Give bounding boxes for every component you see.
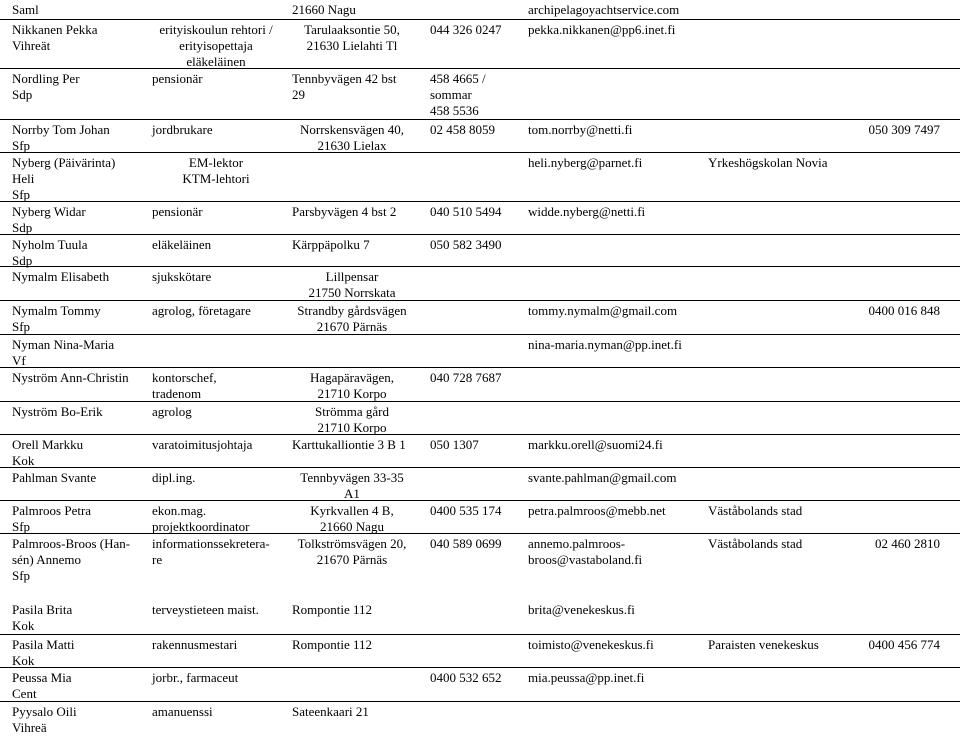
cell-text-line: 040 589 0699 [430, 536, 502, 551]
cell-text-line: archipelagoyachtservice.com [528, 2, 680, 17]
cell-text-line: 02 460 2810 [875, 536, 940, 551]
cell-text-line: pekka.nikkanen@pp6.inet.fi [528, 22, 676, 37]
cell-text-line: 29 [292, 87, 305, 102]
cell-text-line: Sdp [12, 87, 33, 102]
occupation-cell [152, 670, 238, 686]
cell-text-line: ekon.mag. [152, 503, 207, 518]
cell-text-line: 458 5536 [430, 103, 479, 118]
cell-text-line: Saml [12, 2, 39, 17]
cell-text-line: Strandby gårdsvägen [297, 303, 407, 318]
cell-text-line: Sfp [12, 319, 31, 334]
table-row [0, 367, 960, 401]
email-cell [528, 204, 645, 220]
table-row [0, 119, 960, 152]
table-row [0, 334, 960, 367]
cell-text-line: sjukskötare [152, 269, 212, 284]
email-cell [528, 602, 635, 618]
cell-text-line: Sdp [12, 220, 33, 235]
mobile-cell [832, 637, 940, 653]
name-party-cell [12, 470, 96, 486]
table-row [0, 266, 960, 300]
cell-text-line: tradenom [152, 386, 202, 401]
name-party-cell [12, 370, 129, 386]
cell-text-line: 050 309 7497 [868, 122, 940, 137]
email-cell [528, 637, 654, 653]
cell-text-line: pensionär [152, 204, 203, 219]
occupation-cell [152, 536, 270, 568]
email-cell [528, 670, 644, 686]
email-cell [528, 470, 676, 486]
cell-text-line: Palmroos Petra [12, 503, 92, 518]
cell-text-line: Sfp [12, 519, 31, 534]
phone-cell [430, 437, 479, 453]
cell-text-line: Norrby Tom Johan [12, 122, 110, 137]
cell-text-line: Sdp [12, 253, 33, 268]
cell-text-line: kontorschef, [152, 370, 217, 385]
cell-text-line: Nikkanen Pekka [12, 22, 98, 37]
cell-text-line: Rompontie 112 [292, 602, 373, 617]
cell-text-line: Vihreä [12, 720, 47, 735]
cell-text-line: Pasila Matti [12, 637, 75, 652]
email-cell [528, 503, 666, 519]
cell-text-line: Väståbolands stad [708, 503, 803, 518]
cell-text-line: 0400 016 848 [868, 303, 940, 318]
cell-text-line: Kok [12, 653, 35, 668]
occupation-cell [152, 71, 203, 87]
address-cell [292, 2, 356, 18]
cell-text-line: Yrkeshögskolan Novia [708, 155, 828, 170]
organization-cell [708, 503, 802, 519]
cell-text-line: varatoimitusjohtaja [152, 437, 253, 452]
cell-text-line: Nyman Nina-Maria [12, 337, 115, 352]
name-party-cell [12, 22, 98, 54]
address-cell [292, 704, 369, 720]
table-row [0, 500, 960, 533]
table-row [0, 300, 960, 334]
email-cell [528, 155, 642, 171]
cell-text-line: svante.pahlman@gmail.com [528, 470, 677, 485]
cell-text-line: sommar [430, 87, 472, 102]
cell-text-line: Karttukalliontie 3 B 1 [292, 437, 406, 452]
mobile-cell [832, 303, 940, 319]
occupation-cell [150, 22, 282, 70]
address-cell [292, 71, 397, 103]
occupation-cell [152, 204, 203, 220]
table-row [0, 152, 960, 201]
cell-text-line: 044 326 0247 [430, 22, 502, 37]
cell-text-line: terveystieteen maist. [152, 602, 259, 617]
name-party-cell [12, 155, 115, 203]
cell-text-line: heli.nyberg@parnet.fi [528, 155, 643, 170]
phone-cell [430, 503, 502, 519]
cell-text-line: Pasila Brita [12, 602, 73, 617]
cell-text-line: 21660 Nagu [320, 519, 384, 534]
table-row [0, 68, 960, 120]
cell-text-line: 02 458 8059 [430, 122, 495, 137]
address-cell [290, 269, 414, 301]
phone-cell [430, 237, 502, 253]
cell-text-line: Nyström Bo-Erik [12, 404, 103, 419]
address-cell [290, 303, 414, 335]
cell-text-line: 0400 456 774 [868, 637, 940, 652]
cell-text-line: toimisto@venekeskus.fi [528, 637, 654, 652]
occupation-cell [152, 602, 259, 618]
email-cell [528, 303, 677, 319]
name-party-cell [12, 303, 101, 335]
cell-text-line: KTM-lehtori [182, 171, 250, 186]
organization-cell [708, 155, 828, 171]
name-party-cell [12, 503, 91, 535]
phone-cell [430, 536, 502, 552]
cell-text-line: Sfp [12, 187, 31, 202]
name-party-cell [12, 437, 83, 469]
cell-text-line: Palmroos-Broos (Han- [12, 536, 131, 551]
cell-text-line: agrolog, företagare [152, 303, 251, 318]
address-cell [290, 404, 414, 436]
cell-text-line: nina-maria.nyman@pp.inet.fi [528, 337, 682, 352]
cell-text-line: jordbrukare [152, 122, 213, 137]
table-row [0, 667, 960, 701]
name-party-cell [12, 637, 74, 669]
cell-text-line: dipl.ing. [152, 470, 196, 485]
cell-text-line: Parsbyvägen 4 bst 2 [292, 204, 397, 219]
cell-text-line: pensionär [152, 71, 203, 86]
name-party-cell [12, 122, 110, 154]
cell-text-line: Nyberg (Päivärinta) [12, 155, 116, 170]
cell-text-line: Peussa Mia [12, 670, 72, 685]
email-cell [528, 437, 663, 453]
cell-text-line: Nyholm Tuula [12, 237, 88, 252]
cell-text-line: eläkeläinen [152, 237, 212, 252]
occupation-cell [152, 122, 213, 138]
cell-text-line: 0400 532 652 [430, 670, 502, 685]
cell-text-line: erityisopettaja [179, 38, 253, 53]
cell-text-line: 21630 Lielahti Tl [306, 38, 398, 53]
cell-text-line: annemo.palmroos- [528, 536, 626, 551]
phone-cell [430, 71, 486, 119]
name-party-cell [12, 204, 86, 236]
table-row [0, 467, 960, 500]
address-cell [290, 536, 414, 568]
table-row [0, 434, 960, 467]
cell-text-line: brita@venekeskus.fi [528, 602, 635, 617]
cell-text-line: Nyberg Widar [12, 204, 86, 219]
table-row [0, 600, 960, 633]
address-cell [290, 122, 414, 154]
name-party-cell [12, 269, 109, 285]
phone-cell [430, 204, 502, 220]
cell-text-line: erityiskoulun rehtori / [159, 22, 273, 37]
table-row [0, 634, 960, 667]
cell-text-line: Nymalm Tommy [12, 303, 101, 318]
table-row [0, 701, 960, 737]
cell-text-line: Orell Markku [12, 437, 84, 452]
name-party-cell [12, 237, 88, 269]
cell-text-line: Hagapäravägen, [309, 370, 395, 385]
occupation-cell [152, 470, 195, 486]
phone-cell [430, 370, 502, 386]
cell-text-line: jorbr., farmaceut [152, 670, 239, 685]
occupation-cell [150, 155, 282, 187]
cell-text-line: EM-lektor [188, 155, 244, 170]
cell-text-line: 0400 535 174 [430, 503, 502, 518]
address-cell [292, 204, 396, 220]
name-party-cell [12, 602, 72, 634]
cell-text-line: Lillpensar [325, 269, 379, 284]
cell-text-line: Kärppäpolku 7 [292, 237, 370, 252]
address-cell [290, 370, 414, 402]
organization-cell [708, 637, 819, 653]
occupation-cell [152, 269, 211, 285]
name-party-cell [12, 71, 80, 103]
table-row [0, 401, 960, 433]
organization-cell [708, 536, 802, 552]
cell-text-line: Sfp [12, 568, 31, 583]
email-cell [528, 2, 679, 18]
cell-text-line: 21660 Nagu [292, 2, 356, 17]
cell-text-line: 21630 Lielax [317, 138, 387, 153]
phone-cell [430, 670, 502, 686]
cell-text-line: Pyysalo Oili [12, 704, 77, 719]
table-row [0, 201, 960, 234]
name-party-cell [12, 670, 72, 702]
cell-text-line: Sfp [12, 138, 31, 153]
email-cell [528, 337, 682, 353]
cell-text-line: tom.norrby@netti.fi [528, 122, 633, 137]
cell-text-line: A1 [344, 486, 360, 501]
cell-text-line: Heli [12, 171, 35, 186]
cell-text-line: Paraisten venekeskus [708, 637, 819, 652]
cell-text-line: amanuenssi [152, 704, 213, 719]
address-cell [292, 237, 370, 253]
occupation-cell [152, 437, 252, 453]
name-party-cell [12, 2, 39, 18]
cell-text-line: Nyström Ann-Christin [12, 370, 129, 385]
cell-text-line: Cent [12, 686, 37, 701]
address-cell [290, 470, 414, 502]
address-cell [290, 503, 414, 535]
cell-text-line: Tennbyvägen 42 bst [292, 71, 397, 86]
cell-text-line: Vf [12, 353, 26, 368]
cell-text-line: widde.nyberg@netti.fi [528, 204, 646, 219]
cell-text-line: sén) Annemo [12, 552, 81, 567]
cell-text-line: informationssekretera- [152, 536, 270, 551]
cell-text-line: Tarulaaksontie 50, [304, 22, 400, 37]
name-party-cell [12, 536, 130, 584]
cell-text-line: agrolog [152, 404, 192, 419]
cell-text-line: 21710 Korpo [317, 420, 387, 435]
occupation-cell [152, 404, 192, 420]
cell-text-line: 040 728 7687 [430, 370, 502, 385]
cell-text-line: Nordling Per [12, 71, 80, 86]
cell-text-line: Strömma gård [314, 404, 389, 419]
cell-text-line: Kok [12, 453, 35, 468]
occupation-cell [152, 503, 249, 535]
table-row [0, 533, 960, 596]
address-cell [292, 637, 372, 653]
mobile-cell [832, 122, 940, 138]
email-cell [528, 122, 632, 138]
occupation-cell [152, 303, 251, 319]
cell-text-line: tommy.nymalm@gmail.com [528, 303, 678, 318]
cell-text-line: Kok [12, 618, 35, 633]
cell-text-line: broos@vastaboland.fi [528, 552, 643, 567]
cell-text-line: Tolkströmsvägen 20, [297, 536, 407, 551]
cell-text-line: eläkeläinen [186, 54, 246, 69]
cell-text-line: re [152, 552, 163, 567]
cell-text-line: Vihreät [12, 38, 51, 53]
cell-text-line: 21750 Norrskata [308, 285, 396, 300]
table-row [0, 234, 960, 266]
cell-text-line: projektkoordinator [152, 519, 250, 534]
phone-cell [430, 22, 502, 38]
cell-text-line: petra.palmroos@mebb.net [528, 503, 666, 518]
cell-text-line: Nymalm Elisabeth [12, 269, 110, 284]
address-cell [290, 22, 414, 54]
address-cell [292, 602, 372, 618]
occupation-cell [152, 237, 211, 253]
table-row [0, 19, 960, 68]
cell-text-line: 040 510 5494 [430, 204, 502, 219]
name-party-cell [12, 704, 77, 736]
cell-text-line: 21710 Korpo [317, 386, 387, 401]
cell-text-line: Tennbyvägen 33-35 [300, 470, 404, 485]
cell-text-line: Väståbolands stad [708, 536, 803, 551]
cell-text-line: markku.orell@suomi24.fi [528, 437, 663, 452]
cell-text-line: 458 4665 / [430, 71, 486, 86]
cell-text-line: Norrskensvägen 40, [300, 122, 404, 137]
cell-text-line: 21670 Pärnäs [316, 552, 388, 567]
cell-text-line: mia.peussa@pp.inet.fi [528, 670, 645, 685]
cell-text-line: Pahlman Svante [12, 470, 97, 485]
cell-text-line: rakennusmestari [152, 637, 238, 652]
email-cell [528, 22, 675, 38]
email-cell [528, 536, 642, 568]
occupation-cell [152, 370, 217, 402]
cell-text-line: 050 1307 [430, 437, 479, 452]
name-party-cell [12, 337, 114, 369]
occupation-cell [152, 637, 237, 653]
occupation-cell [152, 704, 213, 720]
cell-text-line: 050 582 3490 [430, 237, 502, 252]
phone-cell [430, 122, 495, 138]
cell-text-line: Sateenkaari 21 [292, 704, 369, 719]
cell-text-line: 21670 Pärnäs [316, 319, 388, 334]
mobile-cell [832, 536, 940, 552]
table-row [0, 2, 960, 18]
name-party-cell [12, 404, 103, 420]
cell-text-line: Kyrkvallen 4 B, [310, 503, 394, 518]
address-cell [292, 437, 406, 453]
cell-text-line: Rompontie 112 [292, 637, 373, 652]
